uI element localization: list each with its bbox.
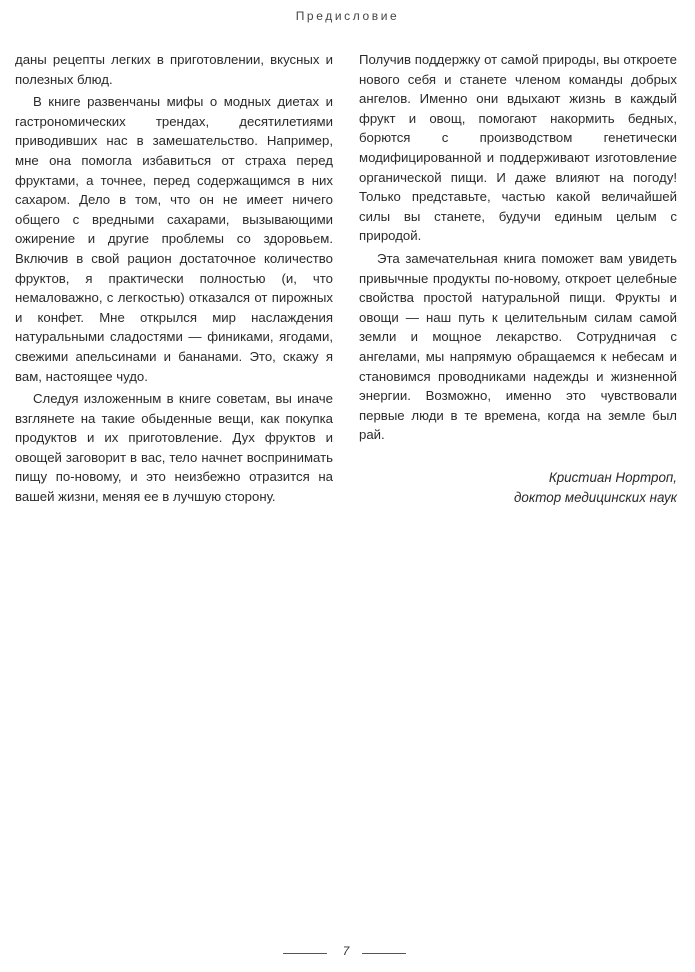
footer-rule-left (283, 953, 327, 954)
paragraph: даны рецепты легких в приготовлении, вкусных и полезных блюд. (15, 52, 333, 87)
paragraph: Эта замечательная книга поможет вам увидеть привычные продукты по-новому, откроет целебные свойства простой натуральной пищи. Фрукты и овощи — наш путь к целительным силам самой земли и мощное лекарство. Сотрудничая с ангелами, мы напрямую обращаемся к небесам и становимся проводниками надежды и жизненной энергии. Возможно, именно это чувствовали первые люди в те времена, когда на земле был рай. (359, 250, 677, 443)
signature-block (359, 468, 677, 508)
paragraph: Получив поддержку от самой природы, вы откроете нового себя и станете членом команды добрых ангелов. Именно они вдыхают жизнь в каждый фрукт и овощ, помогают накормить бедных, борются с производством генетически модифицированной и поддерживают изготовление органической пищи. И даже влияют на погоду! Только представьте, частью какой величайшей силы вы станете, будучи единым целым с природой. (359, 52, 677, 244)
running-title: Предисловие (295, 9, 400, 23)
right-column (359, 50, 677, 508)
footer-rule-right (362, 953, 406, 954)
left-column (15, 50, 333, 507)
signature-title: доктор медицинских наук (513, 489, 677, 505)
paragraph: Следуя изложенным в книге советам, вы иначе взглянете на такие обыденные вещи, как покупка продуктов и их приготовление. Дух фруктов и овощей заговорит в вас, тело начнет воспринимать пищу по-новому, и это неизбежно отразится на вашей жизни, меняя ее в лучшую сторону. (15, 391, 333, 505)
page-number: 7 (342, 944, 350, 958)
signature-name: Кристиан Нортроп, (548, 469, 677, 485)
page-footer (0, 944, 695, 960)
paragraph: В книге развенчаны мифы о модных диетах и гастрономических трендах, десятилетиями приводивших нас в замешательство. Например, мне она помогла избавиться от страха перед фруктами, а точнее, перед содержащимся в них сахаром. Дело в том, что он не имеет ничего общего с вредными сахарами, вызывающими ожирение и другие проблемы со здоровьем. Включив в свой рацион достаточное количество фруктов, я практически полностью (и, что немаловажно, с легкостью) отказался от пирожных и конфет. Мне открылся мир наслаждения натуральными сладостями — финиками, ягодами, свежими апельсинами и бананами. Это, скажу я вам, настоящее чудо. (15, 94, 333, 384)
